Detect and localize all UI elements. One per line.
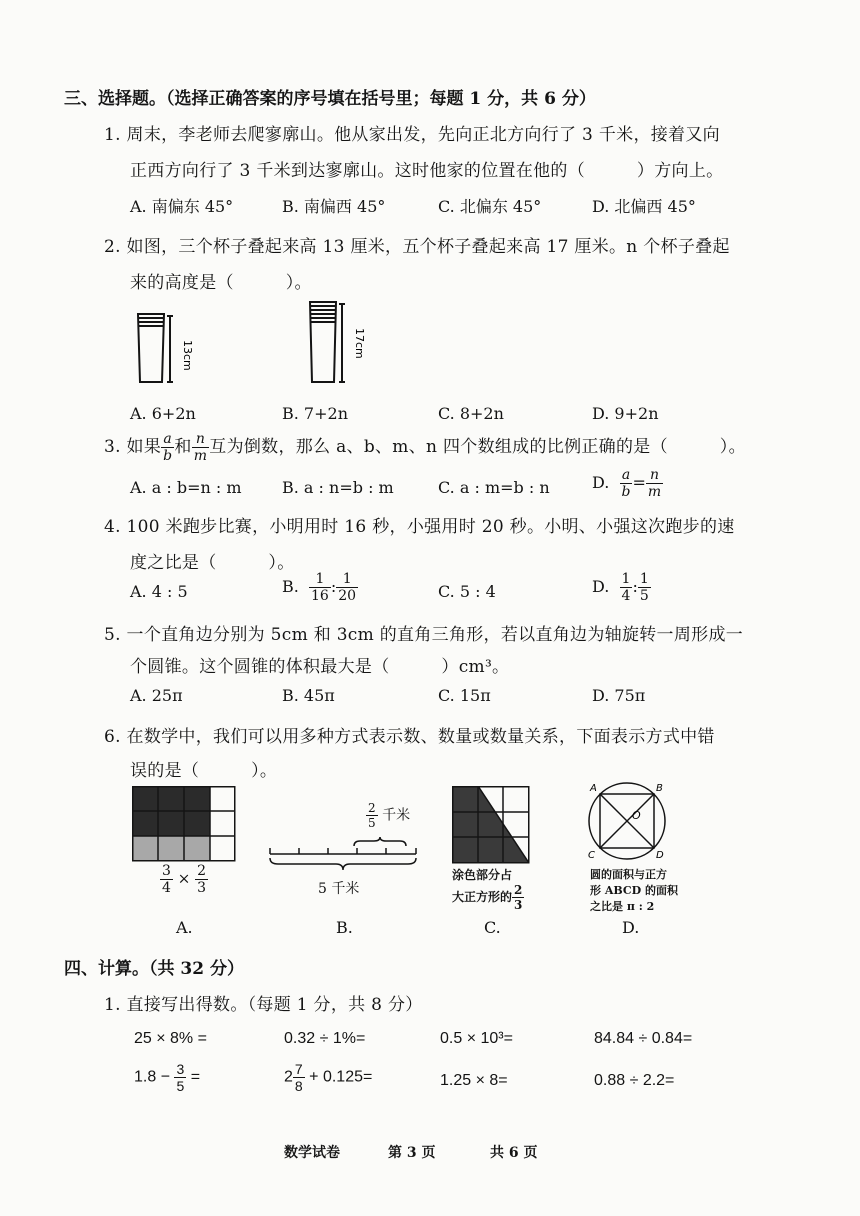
- question-2-option-b: B. 7+2n: [282, 404, 348, 423]
- question-5-option-b: B. 45π: [282, 686, 335, 705]
- question-4-option-c: C. 5 : 4: [438, 582, 496, 601]
- question-1-option-c: C. 北偏东 45°: [438, 197, 542, 216]
- figure-b-bottom-label: 5 千米: [318, 881, 360, 897]
- figure-a-letter: A.: [176, 918, 193, 937]
- footer-subject: 数学试卷: [284, 1145, 340, 1161]
- fraction-n-over-m: $\frac{n}{m}$: [193, 431, 208, 464]
- question-5-option-d: D. 75π: [592, 686, 646, 705]
- figure-d-caption-3: 之比是 π : 2: [590, 900, 655, 913]
- figure-c-square: [452, 786, 532, 864]
- footer-page: 第 3 页: [388, 1145, 436, 1161]
- cup-stack-3: [138, 314, 164, 382]
- question-4-option-a: A. 4 : 5: [130, 582, 188, 601]
- question-5-option-c: C. 15π: [438, 686, 491, 705]
- calc-item-2: 0.32 ÷ 1%=: [284, 1030, 366, 1047]
- question-1-line-1: 1. 周末，李老师去爬寥廓山。他从家出发，先向正北方向行了 3 千米，接着又向: [104, 125, 720, 145]
- calc-item-7: 1.25 × 8=: [440, 1072, 508, 1089]
- figure-d-label-c: C: [588, 850, 595, 861]
- calc-item-1: 25 × 8% =: [134, 1030, 207, 1047]
- question-4-option-d: D. $\frac{1}{4}$ : $\frac{1}{5}$: [592, 571, 649, 604]
- calc-item-6: 2 $\frac{7}{8}$ + 0.125=: [284, 1061, 373, 1094]
- calc-item-5: 1.8 − $\frac{3}{5}$ =: [134, 1061, 201, 1094]
- figure-d-label-b: B: [656, 783, 663, 794]
- question-3-option-a: A. a : b=n : m: [130, 478, 242, 497]
- figure-d-letter: D.: [622, 918, 640, 937]
- figure-d-label-d: D: [656, 850, 664, 861]
- fraction-a-over-b: $\frac{a}{b}$: [163, 431, 173, 464]
- calc-item-4: 84.84 ÷ 0.84=: [594, 1030, 693, 1047]
- figure-d-caption-1: 圆的面积与正方: [590, 868, 667, 881]
- figure-d-label-o: O: [632, 809, 641, 822]
- figure-b-letter: B.: [336, 918, 353, 937]
- question-3-option-d: D. $\frac{a}{b}$ = $\frac{n}{m}$: [592, 467, 662, 500]
- figure-c-caption-1: 涂色部分占: [452, 868, 513, 882]
- question-3-rest: 互为倒数，那么 a、b、m、n 四个数组成的比例正确的是（ ）。: [209, 437, 746, 457]
- figure-a-expression: $\frac{3}{4}$ × $\frac{2}{3}$: [162, 863, 206, 896]
- question-3-option-c: C. a : m=b : n: [438, 478, 550, 497]
- question-6-line-1: 6. 在数学中，我们可以用多种方式表示数、数量或数量关系，下面表示方式中错: [104, 727, 715, 747]
- question-2-option-d: D. 9+2n: [592, 404, 659, 423]
- question-3-and: 和: [174, 437, 192, 457]
- calc-item-8: 0.88 ÷ 2.2=: [594, 1072, 675, 1089]
- question-3-prefix: 3. 如果: [104, 437, 162, 457]
- figure-c-letter: C.: [484, 918, 501, 937]
- question-1-option-d: D. 北偏西 45°: [592, 197, 696, 216]
- question-5-option-a: A. 25π: [130, 686, 183, 705]
- question-6-line-2: 误的是（ ）。: [130, 761, 278, 781]
- question-2-option-c: C. 8+2n: [438, 404, 504, 423]
- section-3-title: 三、选择题。（选择正确答案的序号填在括号里；每题 1 分，共 6 分）: [64, 89, 596, 109]
- question-1-line-2: 正西方向行了 3 千米到达寥廓山。这时他家的位置在他的（ ）方向上。: [130, 161, 724, 181]
- question-4-option-b: B. $\frac{1}{16}$ : $\frac{1}{20}$: [282, 571, 357, 604]
- question-3-stem: [104, 432, 746, 463]
- figure-b-number-line: [266, 836, 420, 876]
- question-3-option-b: B. a : n=b : m: [282, 478, 394, 497]
- figure-d-label-a: A: [590, 783, 597, 794]
- figure-c-caption-2: 大正方形的 $\frac{2}{3}$: [452, 883, 523, 912]
- cup-height-label-2: 17cm: [353, 328, 366, 359]
- question-5-line-2: 个圆锥。这个圆锥的体积最大是（ ）cm³。: [130, 657, 510, 677]
- question-2-option-a: A. 6+2n: [130, 404, 196, 423]
- question-5-line-1: 5. 一个直角边分别为 5cm 和 3cm 的直角三角形，若以直角边为轴旋转一周形成一: [104, 625, 744, 645]
- section-4-title: 四、计算。（共 32 分）: [64, 959, 244, 979]
- question-1-option-b: B. 南偏西 45°: [282, 197, 386, 216]
- figure-d-caption-2: 形 ABCD 的面积: [590, 884, 678, 897]
- calc-subtitle: 1. 直接写出得数。（每题 1 分，共 8 分）: [104, 995, 423, 1015]
- figure-d-circle-square: [582, 778, 672, 864]
- footer-total: 共 6 页: [490, 1145, 538, 1161]
- question-2-line-2: 来的高度是（ ）。: [130, 273, 312, 293]
- figure-a-grid: [132, 786, 236, 862]
- question-4-line-2: 度之比是（ ）。: [130, 553, 295, 573]
- cup-height-label-1: 13cm: [181, 340, 194, 371]
- calc-item-3: 0.5 × 10³=: [440, 1030, 513, 1047]
- question-1-option-a: A. 南偏东 45°: [130, 197, 234, 216]
- question-4-line-1: 4. 100 米跑步比赛，小明用时 16 秒，小强用时 20 秒。小明、小强这次跑步的速: [104, 517, 735, 537]
- question-2-line-1: 2. 如图，三个杯子叠起来高 13 厘米，五个杯子叠起来高 17 厘米。n 个杯子叠起: [104, 237, 730, 257]
- figure-b-top-label: $\frac{2}{5}$ 千米: [368, 801, 411, 830]
- stacked-cups-figure: [128, 300, 388, 390]
